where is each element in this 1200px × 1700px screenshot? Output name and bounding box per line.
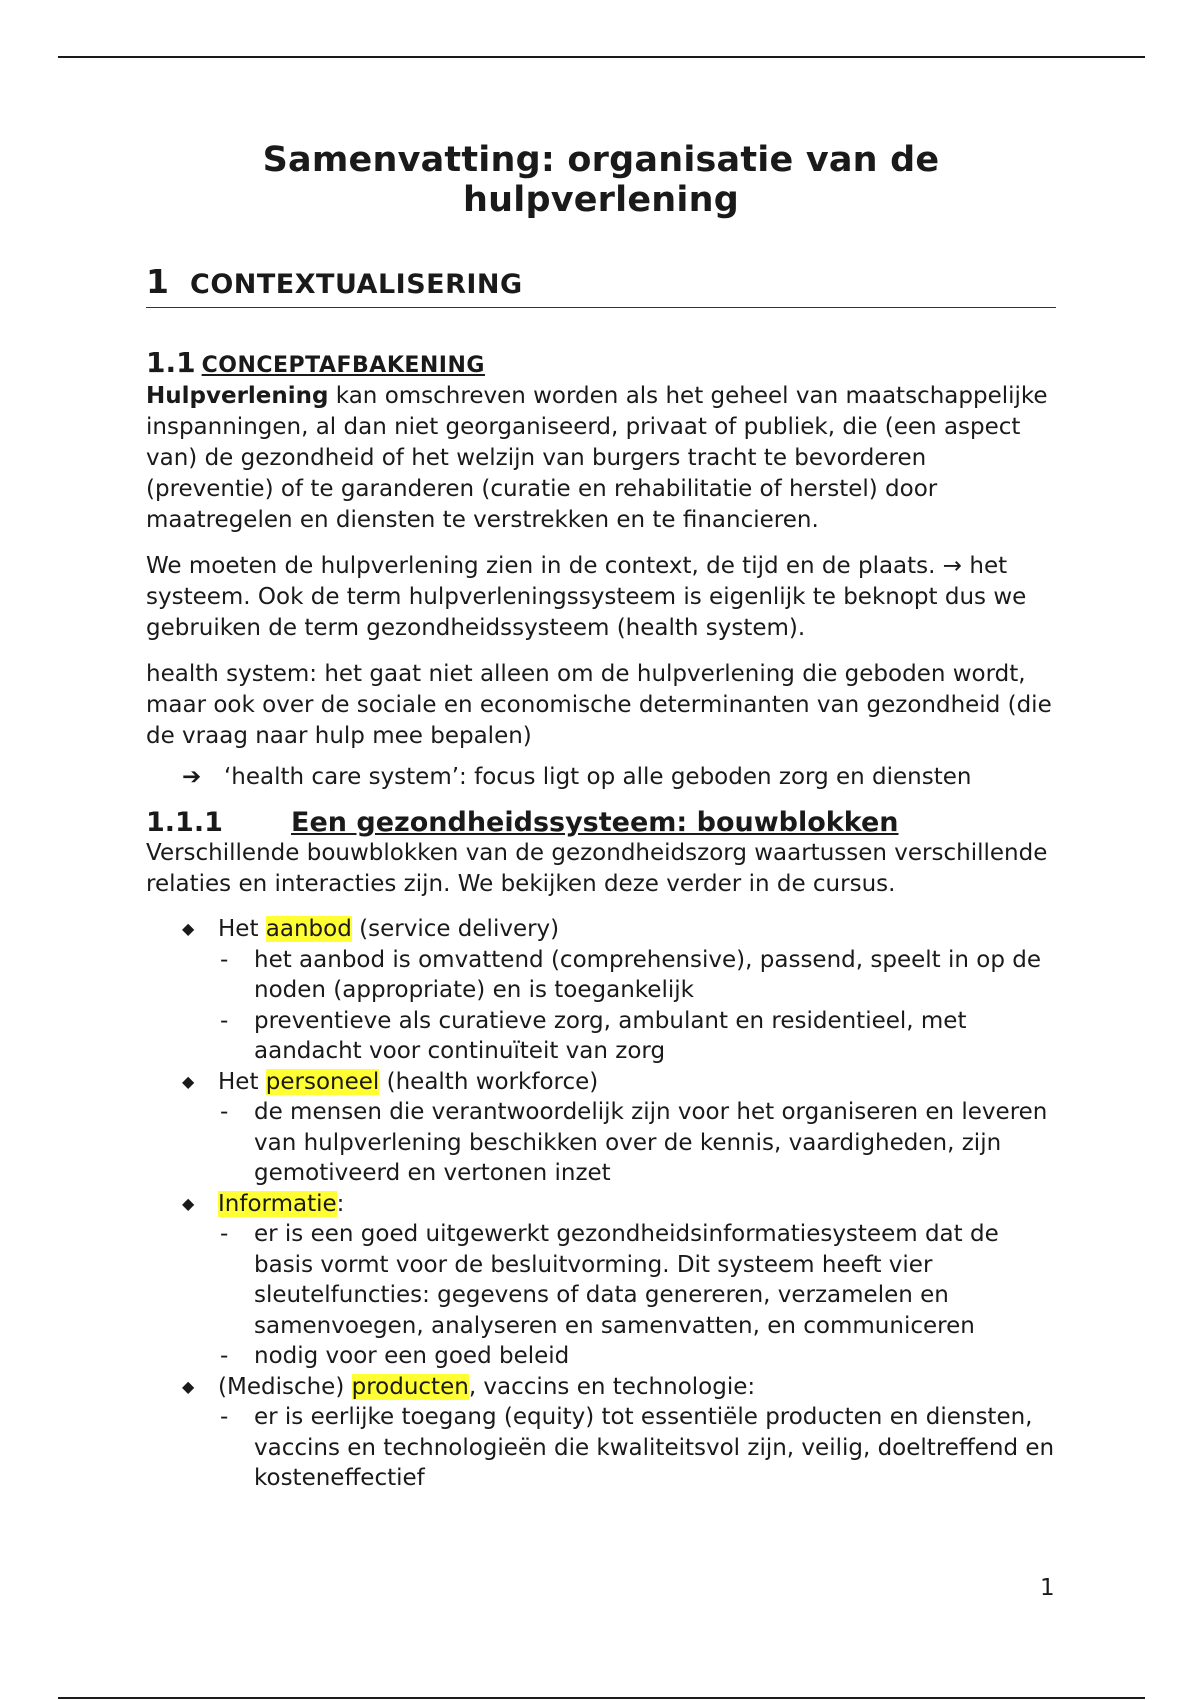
list-item: [146, 1067, 1056, 1189]
heading-1-1-1-title: Een gezondheidssysteem: bouwblokken: [291, 807, 899, 838]
sub-item-text: het aanbod is omvattend (comprehensive), passend, speelt in op de noden (appropriate) en is toegankelijk: [254, 946, 1041, 1003]
heading-1-title: CONTEXTUALISERING: [190, 269, 523, 300]
list-item-suffix: :: [336, 1190, 345, 1217]
paragraph-definition: [146, 381, 1056, 536]
dash-marker: -: [220, 1343, 229, 1369]
sub-list: [218, 1402, 1056, 1494]
dash-marker: -: [220, 946, 229, 973]
highlighted-term: producten: [351, 1373, 469, 1400]
highlighted-term: Informatie: [218, 1190, 337, 1217]
page-number: 1: [1040, 1575, 1055, 1601]
sub-list-item: [218, 945, 1056, 1006]
heading-1-1: [146, 346, 1056, 379]
sub-list: [218, 945, 1056, 1067]
paragraph-context: We moeten de hulpverlening zien in de context, de tijd en de plaats. → het systeem. Ook de term hulpverleningssysteem is eigenlijk te beknopt dus we gebruiken de term gezondheidssysteem (health system).: [146, 553, 1027, 641]
sub-item-text: er is eerlijke toegang (equity) tot essentiële producten en diensten, vaccins en technologieën die kwaliteitsvol zijn, veilig, doeltreffend en kosteneffectief: [254, 1404, 1055, 1491]
sub-list: [218, 1219, 1056, 1372]
dash-marker: -: [220, 1007, 229, 1034]
highlighted-term: personeel: [265, 1068, 380, 1095]
list-item-prefix: (Medische): [218, 1373, 352, 1400]
list-item-suffix: (service delivery): [351, 916, 560, 942]
diamond-bullet-icon: ◆: [182, 919, 195, 938]
arrow-note: [182, 762, 1056, 793]
list-item: [146, 914, 1056, 1067]
sub-list-item: [218, 1219, 1056, 1341]
sub-list-item: [218, 1402, 1056, 1494]
document-body: [146, 140, 1056, 1494]
sub-item-text: er is een goed uitgewerkt gezondheidsinformatiesysteem dat de basis vormt voor de besluitvorming. Dit systeem heeft vier sleutelfuncties: gegevens of data genereren, verzamelen en samenvoegen, analyseren en samenvatten, en communiceren: [254, 1221, 999, 1339]
header-rule: [58, 56, 1145, 58]
arrow-icon: ➔: [182, 764, 202, 790]
heading-1-1-title: CONCEPTAFBAKENING: [201, 353, 485, 378]
sub-list-item: [218, 1097, 1056, 1189]
paragraph-health-system: health system: het gaat niet alleen om de hulpverlening die geboden wordt, maar ook over de sociale en economische determinanten van gezondheid (die de vraag naar hulp mee bepalen): [146, 661, 1052, 749]
term-hulpverlening: Hulpverlening: [146, 383, 329, 409]
definition-text: kan omschreven worden als het geheel van maatschappelijke inspanningen, al dan niet georganiseerd, privaat of publiek, die (een aspect van) de gezondheid of het welzijn van burgers tracht te bevorderen (preventie) of te garanderen (curatie en rehabilitatie of herstel) door maatregelen en diensten te verstrekken en te financieren.: [146, 383, 1048, 533]
diamond-bullet-icon: ◆: [182, 1193, 195, 1213]
diamond-bullet-icon: ◆: [182, 1071, 195, 1091]
sub-item-text: de mensen die verantwoordelijk zijn voor het organiseren en leveren van hulpverlening beschikken over de kennis, vaardigheden, zijn gemotiveerd en vertonen inzet: [254, 1099, 1048, 1186]
heading-1-number: 1: [146, 262, 169, 301]
dash-marker: -: [220, 1221, 229, 1247]
list-item-prefix: Het: [218, 1068, 266, 1095]
building-blocks-list: [146, 914, 1056, 1494]
document-title: Samenvatting: organisatie van de hulpverlening: [262, 140, 940, 220]
list-item-suffix: (health workforce): [379, 1068, 599, 1095]
sub-list: [218, 1097, 1056, 1189]
heading-1: [146, 262, 1056, 308]
sub-item-text: preventieve als curatieve zorg, ambulant en residentieel, met aandacht voor continuïteit van zorg: [254, 1007, 967, 1064]
list-item-suffix: , vaccins en technologie:: [468, 1373, 756, 1400]
footer-rule: [58, 1697, 1145, 1699]
paragraph-building-blocks: Verschillende bouwblokken van de gezondheidszorg waartussen verschillende relaties en interacties zijn. We bekijken deze verder in de cursus.: [146, 840, 1048, 897]
dash-marker: -: [220, 1404, 229, 1430]
dash-marker: -: [220, 1099, 229, 1125]
highlighted-term: aanbod: [265, 916, 352, 942]
heading-1-1-1: [146, 807, 1056, 838]
list-item-prefix: Het: [218, 916, 266, 942]
heading-1-1-1-number: 1.1.1: [146, 807, 223, 838]
list-item: [146, 1189, 1056, 1372]
arrow-note-text: ‘health care system’: focus ligt op alle geboden zorg en diensten: [224, 764, 972, 790]
diamond-bullet-icon: ◆: [182, 1376, 195, 1396]
sub-list-item: [218, 1006, 1056, 1067]
sub-item-text: nodig voor een goed beleid: [254, 1343, 570, 1369]
heading-1-1-number: 1.1: [146, 346, 196, 379]
list-item: [146, 1372, 1056, 1494]
sub-list-item: [218, 1341, 1056, 1372]
